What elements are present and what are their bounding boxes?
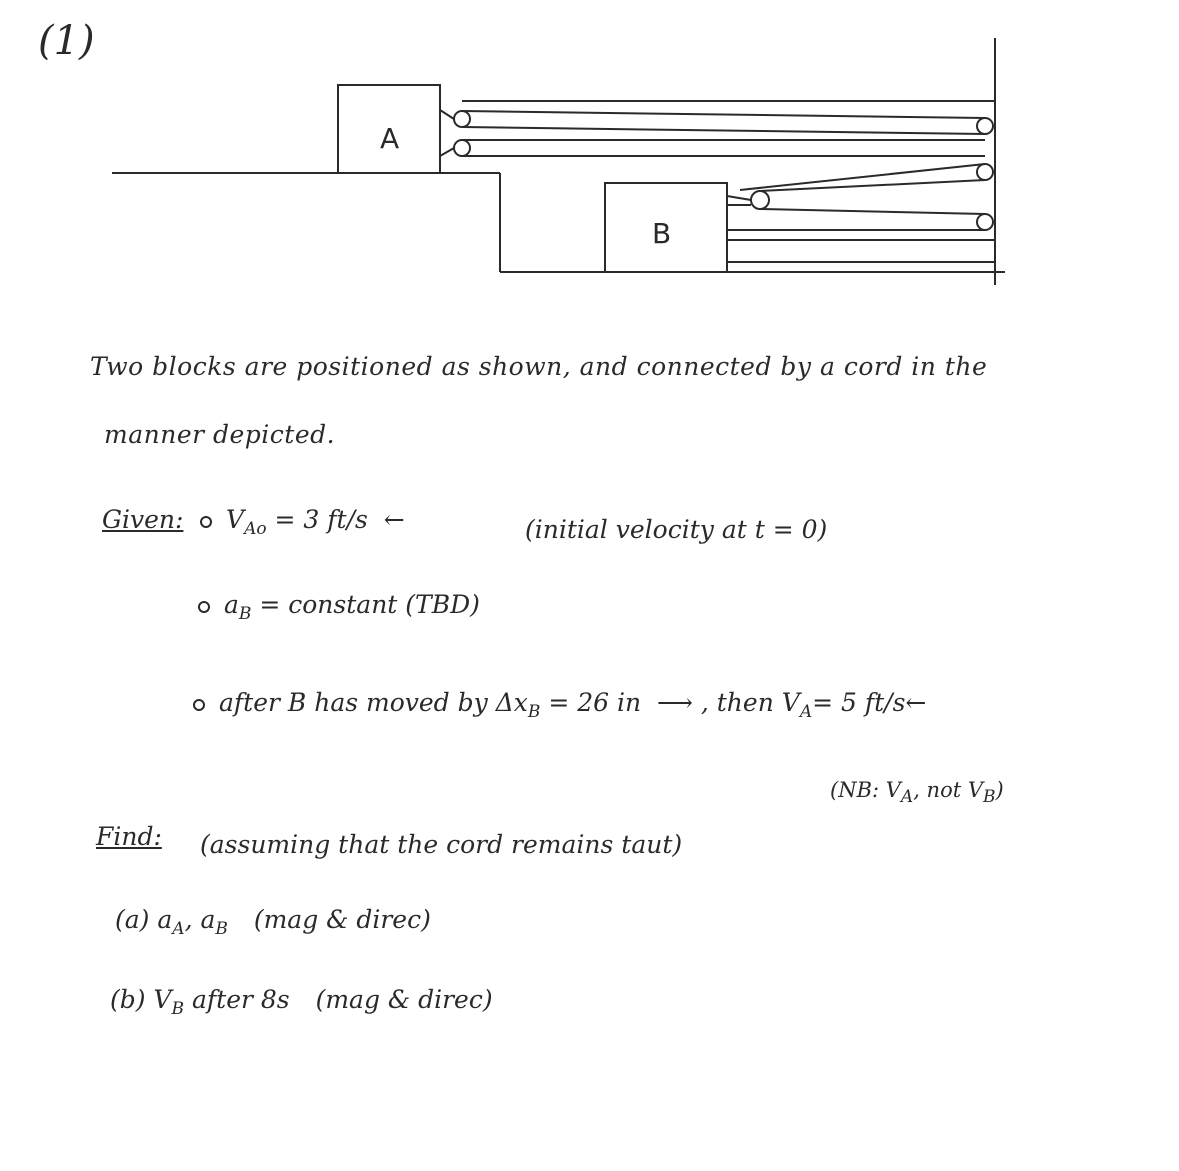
find-note: (assuming that the cord remains taut) — [200, 830, 683, 859]
cord-a2 — [462, 127, 985, 134]
block-a-label: A — [380, 122, 400, 155]
description-line-1: Two blocks are positioned as shown, and connected by a cord in the — [90, 352, 988, 381]
problem-number: (1) — [38, 18, 95, 64]
given-item-1: $V_{Ao} = 3$ ft/s ← — [200, 505, 413, 539]
wall-pulley-2 — [977, 164, 993, 180]
bullet-icon — [200, 516, 212, 528]
cord-a1 — [462, 111, 985, 118]
given-label: Given: — [102, 505, 184, 534]
wall-pulley-3 — [977, 214, 993, 230]
find-label: Find: — [96, 822, 162, 851]
pulley-a-bottom — [454, 140, 470, 156]
given-item-2: $a_B$ = constant (TBD) — [198, 590, 480, 624]
given-item-3: after B has moved by $\Delta x_B = 26$ in ⟶ , then $V_A= 5$ ft/s← — [193, 688, 926, 722]
pulley-a-top — [454, 111, 470, 127]
cord-b2 — [760, 209, 985, 214]
pulley-diagram — [0, 0, 1179, 320]
right-arrow-icon: ⟶ — [657, 688, 693, 717]
pulley-b — [751, 191, 769, 209]
cord-b1 — [760, 180, 985, 191]
bullet-icon — [193, 699, 205, 711]
block-b-label: B — [652, 217, 672, 250]
description-line-2: manner depicted. — [104, 420, 336, 449]
given-item-1-note: (initial velocity at t = 0) — [525, 515, 828, 544]
find-part-a: (a) $a_A$, $a_B$ (mag & direc) — [115, 905, 431, 939]
nb-note: (NB: $V_A$, not $V_B$) — [830, 778, 1004, 808]
bullet-icon — [198, 601, 210, 613]
wall-pulley-1 — [977, 118, 993, 134]
left-arrow-icon: ← — [383, 505, 405, 534]
find-part-b: (b) $V_B$ after 8s (mag & direc) — [110, 985, 493, 1019]
left-arrow-icon: ← — [905, 688, 927, 717]
